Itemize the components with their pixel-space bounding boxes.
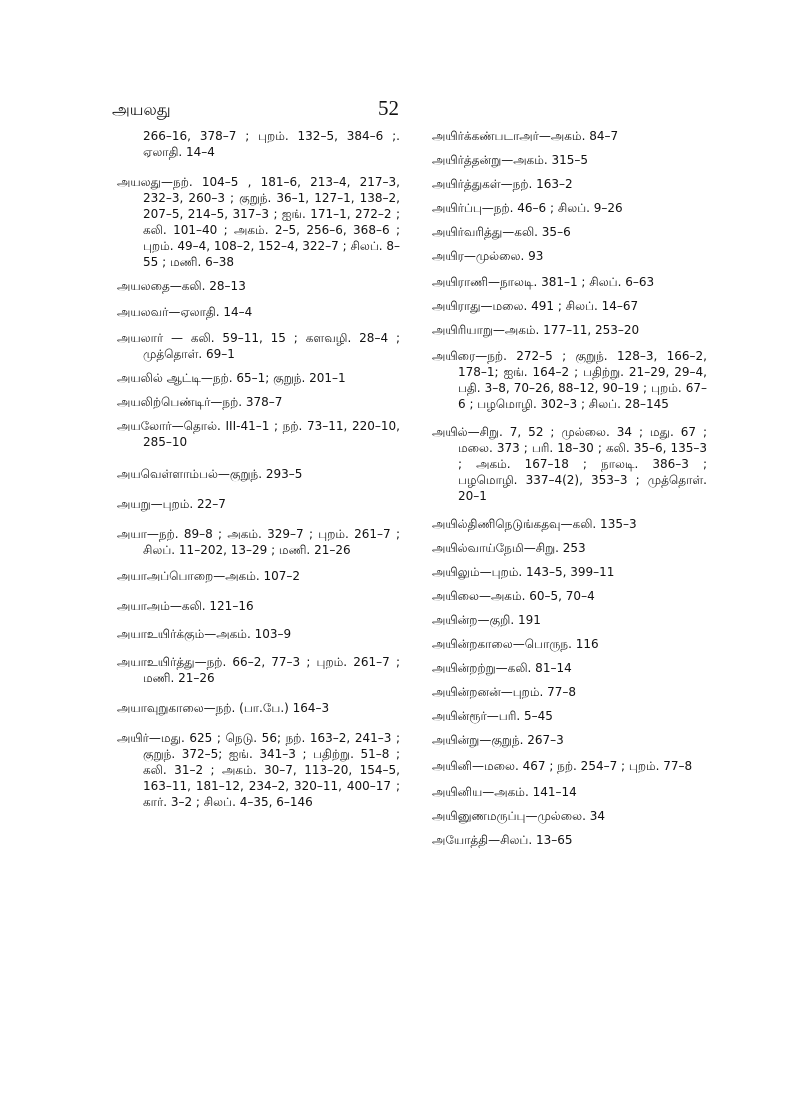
index-entry: அயாஉயிர்த்து—நற். 66–2, 77–3 ; புறம். 261–7 ; மணி. 21–26 [117, 655, 400, 685]
index-entry: அயலிற்பெண்டிர்—நற். 378–7 [117, 395, 283, 409]
index-entry: அயலது—நற். 104–5 , 181–6, 213–4, 217–3, 232–3, 260–3 ; குறுந். 36–1, 127–1, 138–2, 207–5, 214–5, 317–3 ; ஐங். 171–1, 272–2 ; கலி. 101–40 ; அகம். 2–5, 256–6, 368–6 ; புறம். 49–4, 108–2, 152–4, 322–7 ; சிலப். 8–55 ; மணி. 6–38 [117, 175, 401, 269]
index-entry: அயின்ரூர்—பரி. 5–45 [432, 709, 553, 723]
index-entry: அயிரை—நற். 272–5 ; குறுந். 128–3, 166–2, 178–1; ஐங். 164–2 ; பதிற்று. 21–29, 29–4, பதி. 3–8, 70–26, 88–12, 90–19 ; புறம். 67–6 ; பழமொழி. 302–3 ; சிலப். 28–145 [432, 349, 707, 411]
running-head: அயலது [112, 100, 171, 119]
index-entry: அயவெள்ளாம்பல்—குறுந். 293–5 [117, 467, 303, 481]
index-entry: அயினி—மலை. 467 ; நற். 254–7 ; புறம். 77–8 [432, 759, 693, 773]
index-entry: அயிலும்—புறம். 143–5, 399–11 [432, 565, 615, 579]
index-entry: அயின்றகாலை—பொருந. 116 [432, 637, 599, 651]
index-entry: அயோத்தி—சிலப். 13–65 [432, 833, 573, 847]
index-entry: அயலதை—கலி. 28–13 [117, 279, 246, 293]
index-entry: அயாஅப்பொறை—அகம். 107–2 [117, 569, 301, 583]
page-number: 52 [378, 96, 399, 120]
index-entry: 266–16, 378–7 ; புறம். 132–5, 384–6 ;. ஏலாதி. 14–4 [143, 129, 400, 159]
index-entry: அயலோர்—தொல். III-41–1 ; நற். 73–11, 220–10, 285–10 [117, 419, 400, 449]
index-entry: அயிர்—மது. 625 ; நெடு. 56; நற். 163–2, 241–3 ; குறுந். 372–5; ஐங். 341–3 ; பதிற்று. 51–8 ; கலி. 31–2 ; அகம். 30–7, 113–20, 154–5, 163–11, 181–12, 234–2, 320–11, 400–17 ; கார். 3–2 ; சிலப். 4–35, 6–146 [117, 731, 400, 809]
index-entry: அயா—நற். 89–8 ; அகம். 329–7 ; புறம். 261–7 ; சிலப். 11–202, 13–29 ; மணி. 21–26 [117, 527, 400, 557]
left-index-column [117, 128, 400, 810]
index-entry: அயிர்த்துகள்—நற். 163–2 [432, 177, 573, 191]
index-entry: அயிராணி—நாலடி. 381–1 ; சிலப். 6–63 [432, 275, 655, 289]
index-entry: அயலார் — கலி. 59–11, 15 ; களவழி. 28–4 ; முத்தொள். 69–1 [117, 331, 400, 361]
right-index-column [432, 128, 707, 848]
index-entry: அயிலை—அகம். 60–5, 70–4 [432, 589, 595, 603]
index-entry: அயின்று—குறுந். 267–3 [432, 733, 564, 747]
index-entry: அயலில் ஆட்டி—நற். 65–1; குறுந். 201–1 [117, 371, 346, 385]
index-entry: அயின்றனன்—புறம். 77–8 [432, 685, 577, 699]
index-entry: அயறு—புறம். 22–7 [117, 497, 226, 511]
index-entry: அயில்வாய்நேமி—சிறு. 253 [432, 541, 586, 555]
index-entry: அயில்திணிநெடுங்கதவு—கலி. 135–3 [432, 517, 637, 531]
index-entry: அயலவர்—ஏலாதி. 14–4 [117, 305, 253, 319]
index-entry: அயிர்ப்பு—நற். 46–6 ; சிலப். 9–26 [432, 201, 623, 215]
index-entry: அயினுணமருப்பு—முல்லை. 34 [432, 809, 605, 823]
index-entry: அயின்றற்று—கலி. 81–14 [432, 661, 572, 675]
index-entry: அயினிய—அகம். 141–14 [432, 785, 577, 799]
index-entry: அயிர்வரித்து—கலி. 35–6 [432, 225, 571, 239]
index-entry: அயின்ற—குறி. 191 [432, 613, 541, 627]
index-entry: அயில்—சிறு. 7, 52 ; முல்லை. 34 ; மது. 67 ; மலை. 373 ; பரி. 18–30 ; கலி. 35–6, 135–3 ; அகம். 167–18 ; நாலடி. 386–3 ; பழமொழி. 337–4(2), 353–3 ; முத்தொள். 20–1 [432, 425, 707, 503]
index-entry: அயாஉயிர்க்கும்—அகம். 103–9 [117, 627, 292, 641]
index-entry: அயிர்த்தன்று—அகம். 315–5 [432, 153, 589, 167]
index-entry: அயாவுறுகாலை—நற். (பா.பே.) 164–3 [117, 701, 330, 715]
index-entry: அயிரியாறு—அகம். 177–11, 253–20 [432, 323, 640, 337]
index-entry: அயிராது—மலை. 491 ; சிலப். 14–67 [432, 299, 639, 313]
index-entry: அயாஅம்—கலி. 121–16 [117, 599, 254, 613]
index-entry: அயிர—முல்லை. 93 [432, 249, 544, 263]
index-entry: அயிர்க்கண்படாஅர்—அகம். 84–7 [432, 129, 619, 143]
